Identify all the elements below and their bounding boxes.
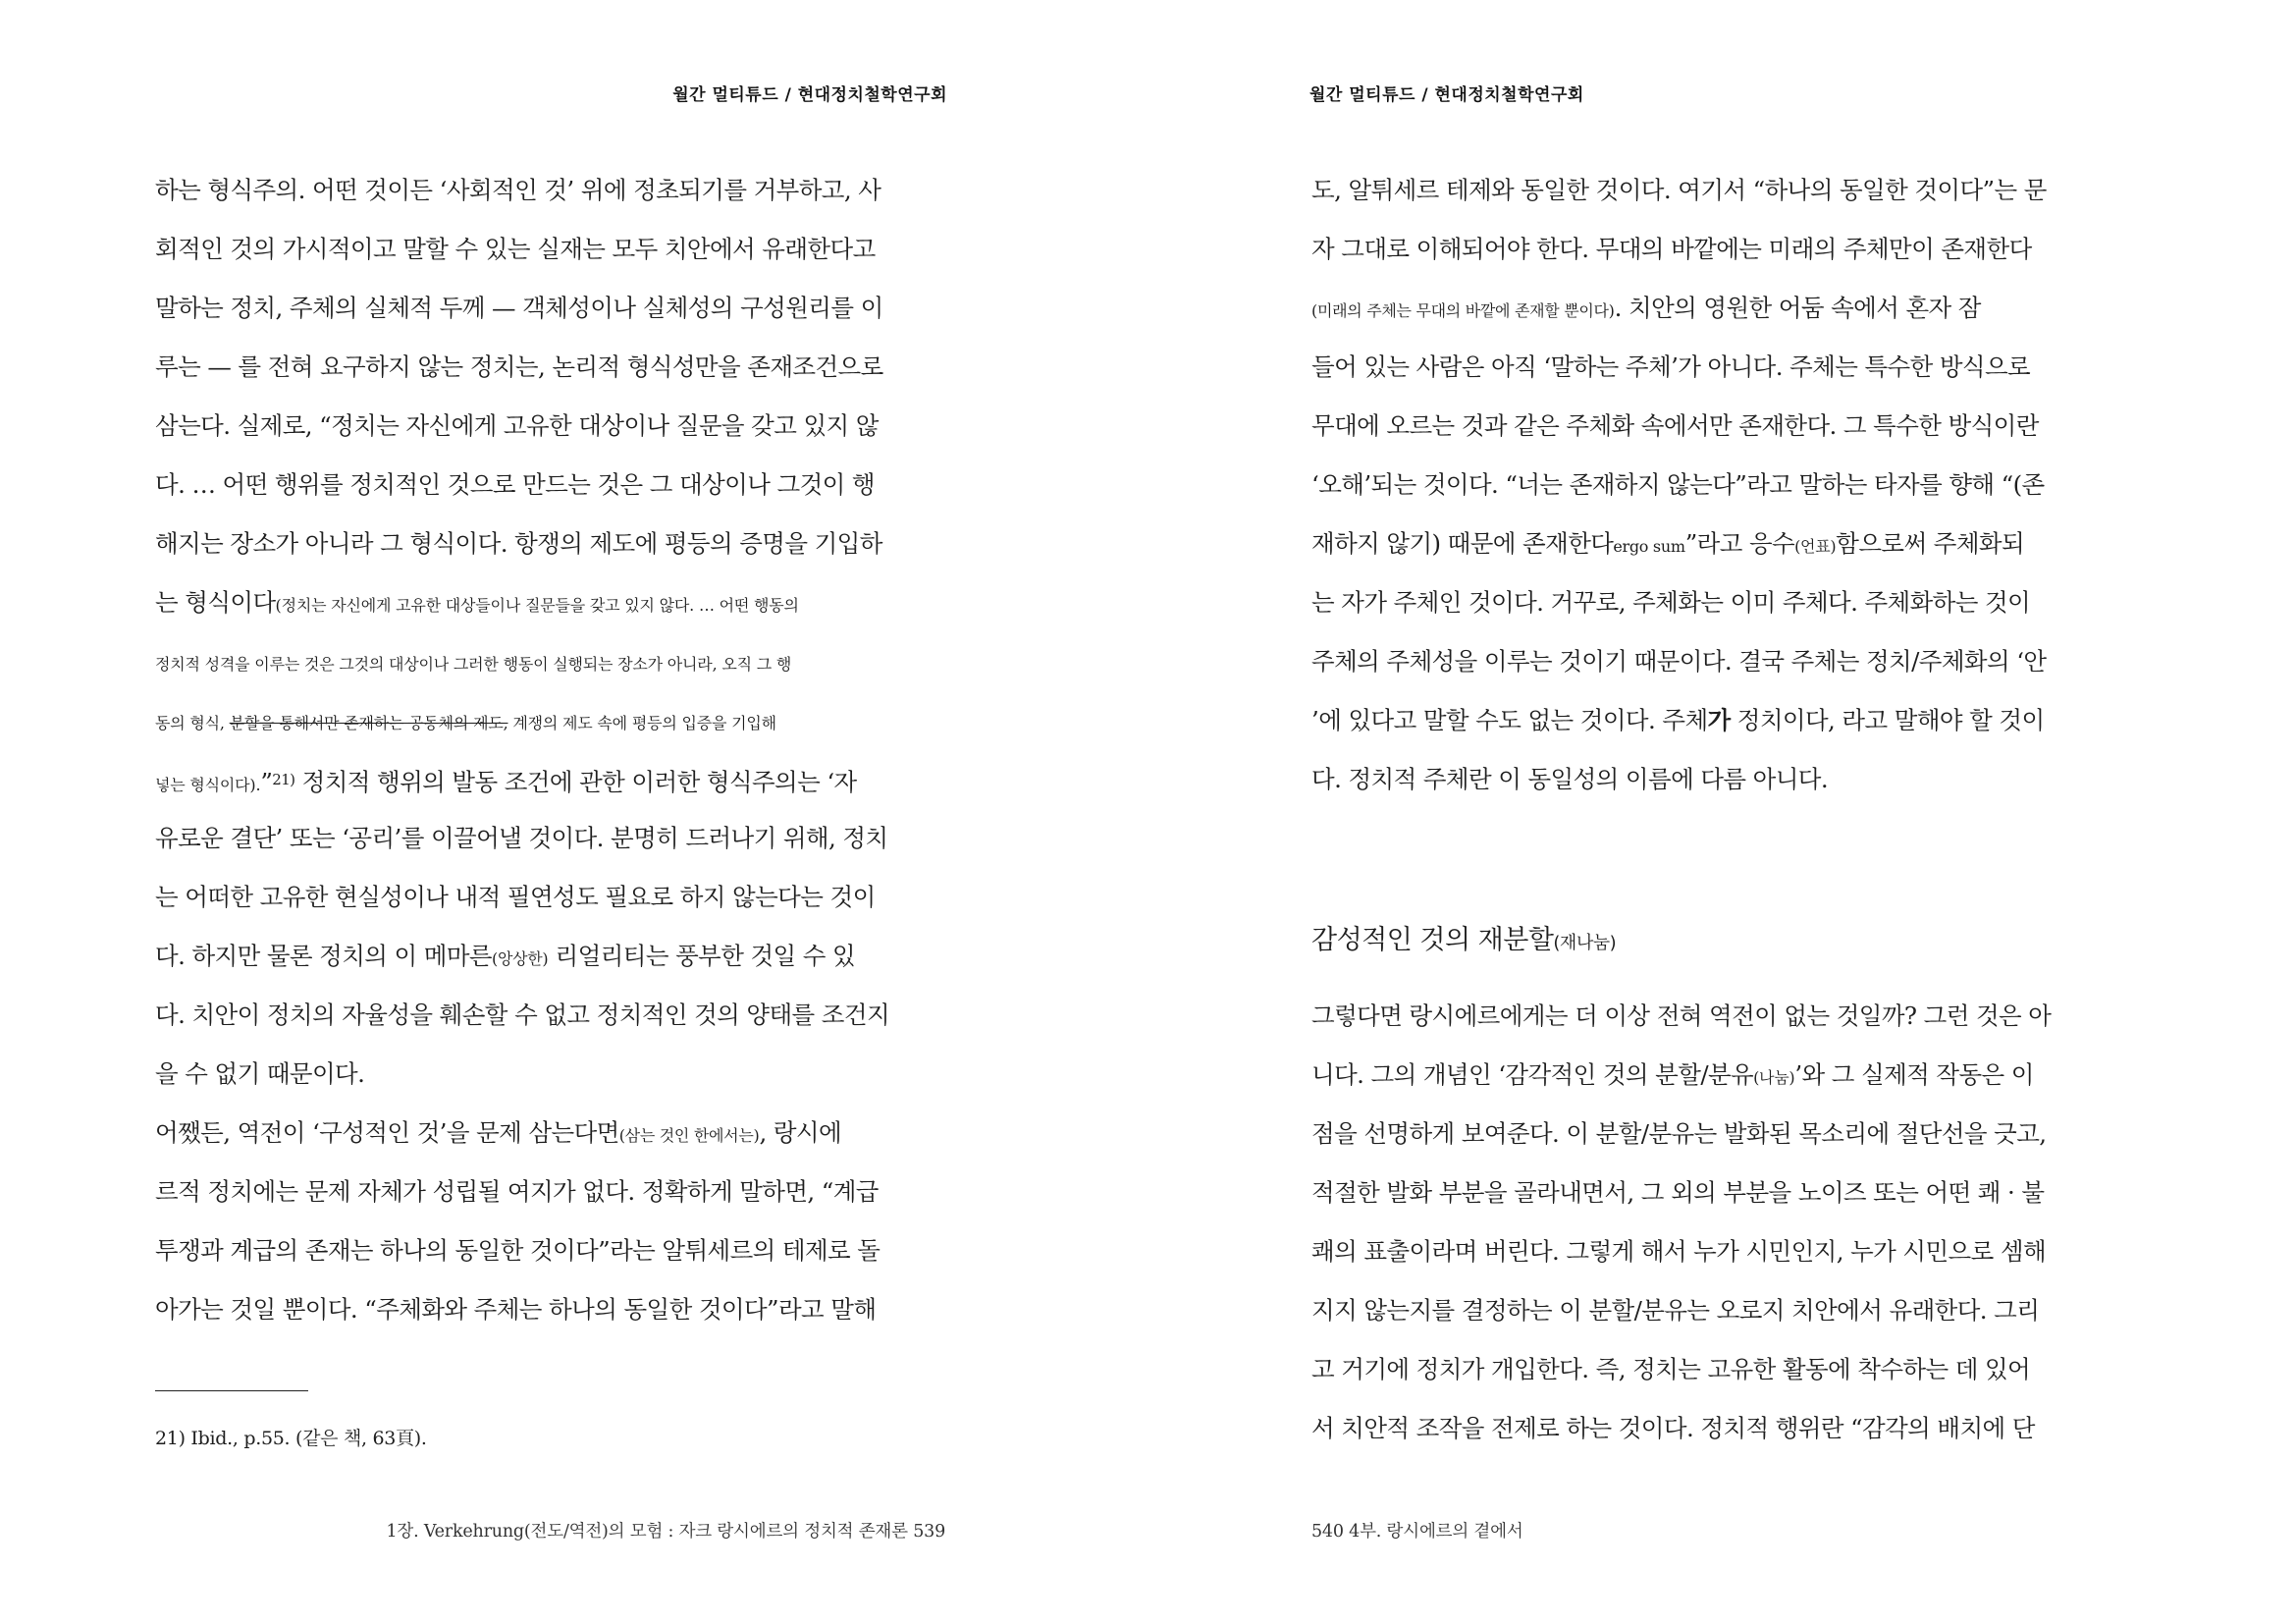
text-line — [1311, 397, 2103, 456]
text-run: 루는 — 를 전혀 요구하지 않는 정치는, 논리적 형식성만을 존재조건으로 — [155, 352, 883, 381]
text-run: 정치적 행위의 발동 조건에 관한 이러한 형식주의는 ‘자 — [294, 768, 857, 796]
page-footer: 1장. Verkehrung(전도/역전)의 모험 : 자크 랑시에르의 정치적 존재론 539 — [386, 1522, 945, 1542]
section-heading — [1311, 918, 1616, 956]
text-run: ‘오해’되는 것이다. “너는 존재하지 않는다”라고 말하는 타자를 향해 “(존 — [1311, 470, 2045, 499]
text-line — [155, 220, 946, 279]
section-heading-title: 감성적인 것의 재분할 — [1311, 925, 1554, 955]
text-run: 어쨌든, 역전이 ‘구성적인 것’을 문제 삼는다면 — [155, 1118, 619, 1147]
text-line — [1311, 632, 2103, 691]
text-line — [1311, 573, 2103, 632]
text-line — [155, 927, 946, 986]
right-page — [1148, 0, 2296, 1624]
text-run: 하는 형식주의. 어떤 것이든 ‘사회적인 것’ 위에 정초되기를 거부하고, 사 — [155, 176, 881, 204]
text-line — [155, 868, 946, 927]
text-run: (나눔) — [1753, 1068, 1795, 1087]
text-run: 다. 하지만 물론 정치의 이 메마른 — [155, 942, 492, 970]
text-run: (미래의 주체는 무대의 바깥에 존재할 뿐이다) — [1311, 301, 1615, 320]
text-run: 동의 형식, — [155, 714, 230, 732]
text-run: 정치이다, 라고 말해야 할 것이 — [1730, 706, 2045, 734]
text-run: 다. … 어떤 행위를 정치적인 것으로 만드는 것은 그 대상이나 그것이 행 — [155, 470, 875, 499]
text-run: 해지는 장소가 아니라 그 형식이다. 항쟁의 제도에 평등의 증명을 기입하 — [155, 529, 882, 558]
text-line — [1311, 1105, 2103, 1164]
text-run: . 치안의 영원한 어둠 속에서 혼자 잠 — [1614, 294, 1981, 322]
text-line — [1311, 279, 2103, 338]
text-run: 자 그대로 이해되어야 한다. 무대의 바깥에는 미래의 주체만이 존재한다 — [1311, 235, 2032, 263]
text-run: 서 치안적 조작을 전제로 하는 것이다. 정치적 행위란 “감각의 배치에 단 — [1311, 1414, 2035, 1442]
text-line — [1311, 161, 2103, 220]
text-run: (앙상한) — [492, 949, 549, 968]
text-run: ”라고 응수 — [1684, 529, 1795, 558]
section-heading-gloss: (재나눔) — [1553, 933, 1617, 953]
text-run: 아가는 것일 뿐이다. “주체화와 주체는 하나의 동일한 것이다”라고 말해 — [155, 1295, 877, 1324]
text-line — [155, 338, 946, 397]
text-run: 니다. 그의 개념인 ‘감각적인 것의 분할/분유 — [1311, 1060, 1754, 1089]
text-run: 그렇다면 랑시에르에게는 더 이상 전혀 역전이 없는 것일까? 그런 것은 아 — [1311, 1001, 2052, 1030]
text-run: 가 — [1707, 706, 1731, 734]
footnote: 21) Ibid., p.55. (같은 책, 63頁). — [155, 1428, 427, 1449]
text-run: 무대에 오르는 것과 같은 주체화 속에서만 존재한다. 그 특수한 방식이란 — [1311, 411, 2039, 440]
text-line — [155, 632, 946, 691]
text-run: 다. 치안이 정치의 자율성을 훼손할 수 없고 정치적인 것의 양태를 조건지 — [155, 1001, 890, 1029]
body-text-after-heading — [1311, 987, 2103, 1458]
text-run: ’와 그 실제적 작동은 이 — [1794, 1060, 2034, 1089]
text-run: 계쟁의 제도 속에 평등의 입증을 기입해 — [507, 714, 776, 732]
text-run: 함으로써 주체화되 — [1836, 529, 2025, 558]
text-run: 는 어떠한 고유한 현실성이나 내적 필연성도 필요로 하지 않는다는 것이 — [155, 883, 876, 911]
text-run: 점을 선명하게 보여준다. 이 분할/분유는 발화된 목소리에 절단선을 긋고, — [1311, 1119, 2047, 1148]
text-line — [155, 809, 946, 868]
text-line — [1311, 220, 2103, 279]
text-run: 르적 정치에는 문제 자체가 성립될 여지가 없다. 정확하게 말하면, “계급 — [155, 1177, 879, 1206]
struck-text: 분할을 통해서만 존재하는 공동체의 제도, — [229, 714, 508, 732]
text-run: 다. 정치적 주체란 이 동일성의 이름에 다름 아니다. — [1311, 765, 1829, 793]
text-line — [1311, 1281, 2103, 1340]
text-line — [155, 1280, 946, 1339]
text-line — [1311, 514, 2103, 573]
text-line — [155, 1104, 946, 1163]
text-run: , 랑시에 — [759, 1118, 842, 1147]
text-line — [155, 1045, 946, 1104]
text-run: (언표) — [1794, 537, 1837, 556]
footnote-divider — [155, 1390, 308, 1391]
text-run: 회적인 것의 가시적이고 말할 수 있는 실재는 모두 치안에서 유래한다고 — [155, 235, 876, 263]
text-line — [155, 1163, 946, 1221]
running-head: 월간 멀티튜드 / 현대정치철학연구회 — [1309, 85, 1584, 105]
text-line — [1311, 1046, 2103, 1105]
text-run: 삼는다. 실제로, “정치는 자신에게 고유한 대상이나 질문을 갖고 있지 않 — [155, 411, 879, 440]
text-run: 들어 있는 사람은 아직 ‘말하는 주체’가 아니다. 주체는 특수한 방식으로 — [1311, 352, 2031, 381]
footnote-marker: 21) — [272, 771, 295, 788]
text-run: 주체의 주체성을 이루는 것이기 때문이다. 결국 주체는 정치/주체화의 ‘안 — [1311, 647, 2047, 676]
text-line — [155, 456, 946, 514]
text-run: 지지 않는지를 결정하는 이 분할/분유는 오로지 치안에서 유래한다. 그리 — [1311, 1296, 2040, 1325]
text-line — [1311, 1399, 2103, 1458]
text-run: 을 수 없기 때문이다. — [155, 1059, 365, 1088]
text-run: 투쟁과 계급의 존재는 하나의 동일한 것이다”라는 알튀세르의 테제로 돌 — [155, 1236, 881, 1265]
text-line — [1311, 691, 2103, 750]
text-line — [1311, 987, 2103, 1046]
text-run: 리얼리티는 풍부한 것일 수 있 — [548, 942, 856, 970]
text-line — [1311, 750, 2103, 809]
text-line — [155, 279, 946, 338]
text-line — [1311, 1340, 2103, 1399]
text-run: 는 자가 주체인 것이다. 거꾸로, 주체화는 이미 주체다. 주체화하는 것이 — [1311, 588, 2031, 617]
text-line — [1311, 338, 2103, 397]
text-run: 말하는 정치, 주체의 실체적 두께 — 객체성이나 실체성의 구성원리를 이 — [155, 294, 883, 322]
text-line — [155, 691, 946, 750]
text-run: ergo sum — [1613, 537, 1685, 556]
running-head: 월간 멀티튜드 / 현대정치철학연구회 — [672, 85, 947, 105]
text-line — [1311, 1222, 2103, 1281]
text-line — [155, 397, 946, 456]
text-line — [155, 161, 946, 220]
text-run: (삼는 것인 한에서는) — [618, 1126, 760, 1145]
text-line — [155, 573, 946, 632]
text-run: 는 형식이다 — [155, 588, 276, 617]
text-line — [1311, 1164, 2103, 1222]
text-line — [1311, 456, 2103, 514]
text-run: ” — [260, 768, 273, 796]
text-run: 정치적 성격을 이루는 것은 그것의 대상이나 그러한 행동이 실행되는 장소가 아니라, 오직 그 행 — [155, 655, 792, 674]
text-run: 고 거기에 정치가 개입한다. 즉, 정치는 고유한 활동에 착수하는 데 있어 — [1311, 1355, 2031, 1383]
text-run: 넣는 형식이다). — [155, 776, 261, 794]
text-run: (정치는 자신에게 고유한 대상들이나 질문들을 갖고 있지 않다. … 어떤 행동의 — [275, 596, 799, 615]
text-line — [155, 750, 946, 809]
body-text — [155, 161, 946, 1339]
text-run: ’에 있다고 말할 수도 없는 것이다. 주체 — [1311, 706, 1708, 734]
text-run: 재하지 않기) 때문에 존재한다 — [1311, 529, 1614, 558]
text-run: 쾌의 표출이라며 버린다. 그렇게 해서 누가 시민인지, 누가 시민으로 셈해 — [1311, 1237, 2047, 1266]
body-text — [1311, 161, 2103, 809]
page-footer: 540 4부. 랑시에르의 곁에서 — [1311, 1522, 1523, 1542]
text-line — [155, 514, 946, 573]
text-run: 유로운 결단’ 또는 ‘공리’를 이끌어낼 것이다. 분명히 드러나기 위해, 정치 — [155, 824, 888, 852]
text-line — [155, 986, 946, 1045]
text-line — [155, 1221, 946, 1280]
text-run: 도, 알튀세르 테제와 동일한 것이다. 여기서 “하나의 동일한 것이다”는 문 — [1311, 176, 2047, 204]
text-run: 적절한 발화 부분을 골라내면서, 그 외의 부분을 노이즈 또는 어떤 쾌 · 불 — [1311, 1178, 2045, 1207]
